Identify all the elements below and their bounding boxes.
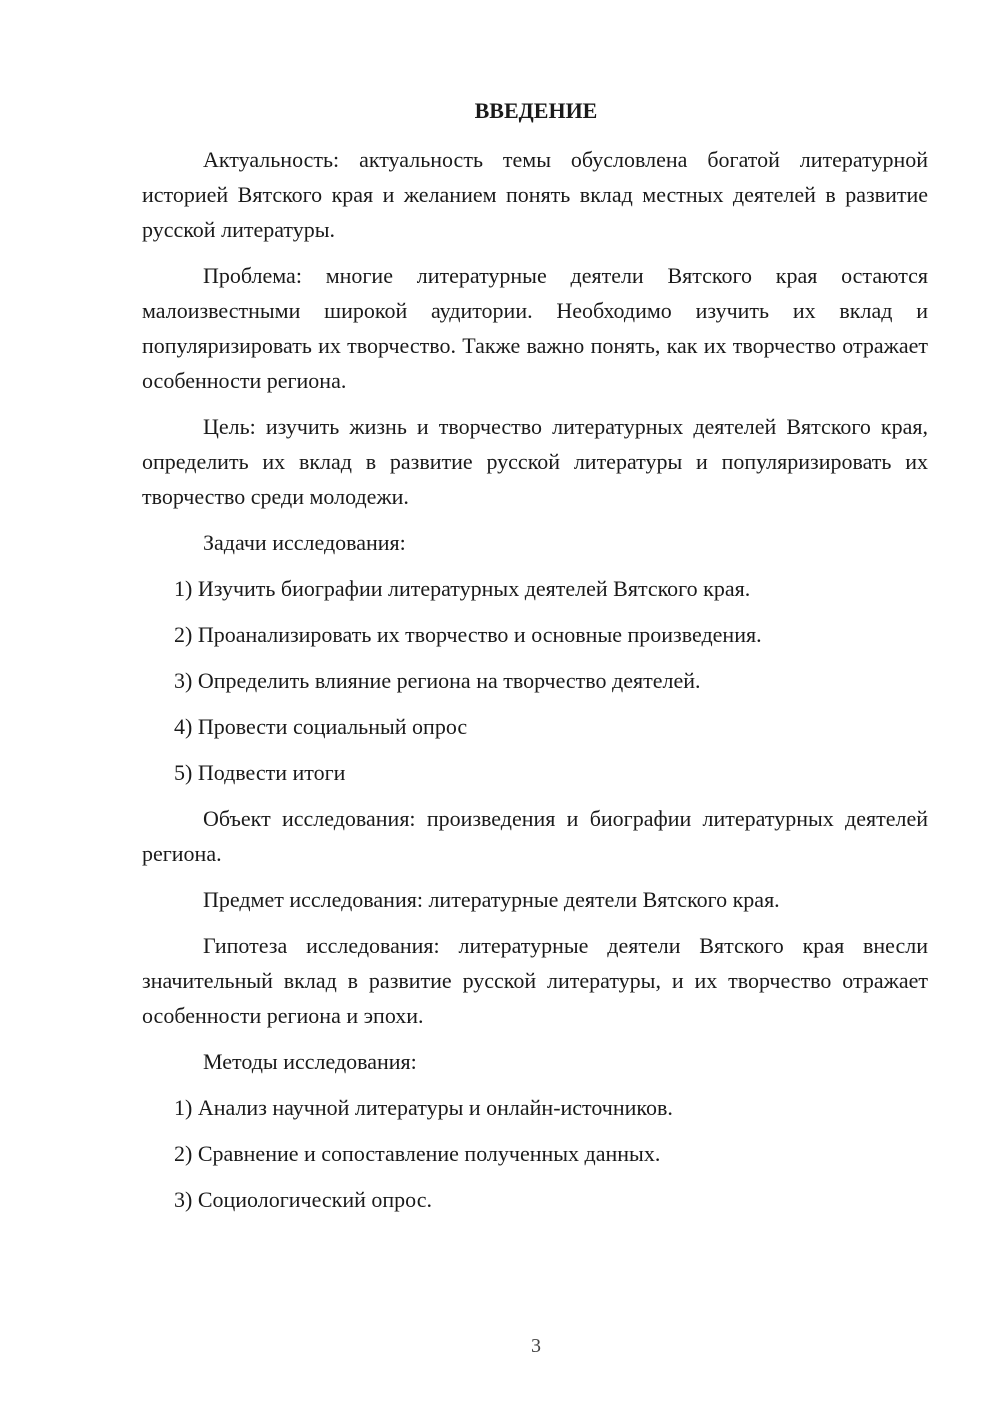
- task-item: 4) Провести социальный опрос: [174, 714, 468, 739]
- document-body: [142, 142, 928, 1217]
- method-item: 1) Анализ научной литературы и онлайн-источников.: [174, 1095, 673, 1120]
- problem-paragraph: Проблема: многие литературные деятели Вятского края остаются малоизвестными широкой аудитории. Необходимо изучить их вклад и популяризировать их творчество. Также важно понять, как их творчество отражает особенности региона.: [142, 263, 928, 393]
- methods-heading: Методы исследования:: [203, 1049, 417, 1074]
- task-item: 1) Изучить биографии литературных деятелей Вятского края.: [174, 576, 751, 601]
- object-paragraph: Объект исследования: произведения и биографии литературных деятелей региона.: [142, 806, 928, 866]
- relevance-paragraph: Актуальность: актуальность темы обусловлена богатой литературной историей Вятского края и желанием понять вклад местных деятелей в развитие русской литературы.: [142, 147, 928, 242]
- tasks-heading: Задачи исследования:: [203, 530, 406, 555]
- goal-paragraph: Цель: изучить жизнь и творчество литературных деятелей Вятского края, определить их вклад в развитие русской литературы и популяризировать их творчество среди молодежи.: [142, 414, 928, 509]
- page-title: ВВЕДЕНИЕ: [474, 98, 598, 123]
- page-number: 3: [531, 1335, 541, 1357]
- task-item: 2) Проанализировать их творчество и основные произведения.: [174, 622, 762, 647]
- subject-paragraph: Предмет исследования: литературные деятели Вятского края.: [203, 887, 780, 912]
- task-item: 5) Подвести итоги: [174, 760, 346, 785]
- task-item: 3) Определить влияние региона на творчество деятелей.: [174, 668, 701, 693]
- hypothesis-paragraph: Гипотеза исследования: литературные деятели Вятского края внесли значительный вклад в развитие русской литературы, и их творчество отражает особенности региона и эпохи.: [142, 933, 928, 1028]
- method-item: 2) Сравнение и сопоставление полученных данных.: [174, 1141, 661, 1166]
- method-item: 3) Социологический опрос.: [174, 1187, 432, 1212]
